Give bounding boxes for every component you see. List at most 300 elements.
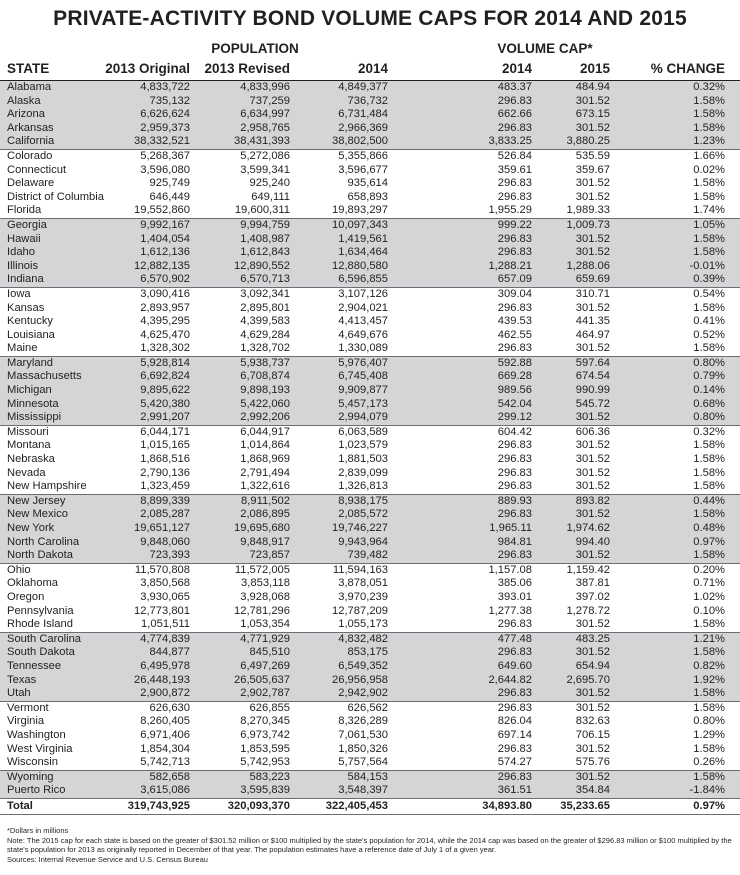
table-row (0, 191, 740, 205)
pop-2013-revised-cell: 1,408,987 (240, 232, 290, 245)
pop-2014-cell: 2,839,099 (338, 466, 388, 479)
row-group (0, 426, 740, 495)
volume-cap-group-header: VOLUME CAP* (497, 41, 593, 56)
cap-2014-cell: 296.83 (497, 121, 532, 134)
pop-2014-cell: 19,746,227 (332, 522, 388, 534)
pop-2014-cell: 7,061,530 (338, 728, 388, 741)
percent-change-cell: 1.66% (693, 149, 725, 162)
state-cell: Minnesota (7, 397, 59, 410)
table-row (0, 95, 740, 109)
cap-2014-cell: 1,965.11 (489, 522, 532, 534)
percent-change-cell: 0.54% (693, 287, 725, 300)
cap-2015-cell: 484.94 (575, 81, 610, 93)
pop-2013-revised-cell: 583,223 (249, 770, 290, 783)
cap-2014-cell: 296.83 (497, 646, 532, 659)
cap-2014-cell: 889.93 (497, 494, 532, 507)
cap-2014-cell: 526.84 (497, 149, 532, 162)
state-cell: Texas (7, 673, 37, 686)
cap-2015-cell: 301.52 (575, 342, 610, 355)
state-cell: West Virginia (7, 742, 73, 755)
percent-change-cell: 1.58% (693, 770, 725, 783)
cap-2015-cell: 301.52 (575, 453, 610, 466)
pop-2013-original-cell: 6,570,902 (140, 273, 190, 286)
cap-2014-cell: 984.81 (497, 535, 532, 548)
cap-2015-cell: 659.69 (575, 273, 610, 286)
pop-2013-revised-cell: 4,629,284 (240, 328, 290, 341)
table-row (0, 495, 740, 509)
percent-change-cell: 0.10% (693, 604, 725, 617)
pop-2014-cell: 1,419,561 (338, 232, 388, 245)
state-cell: Washington (7, 728, 66, 741)
table-row (0, 453, 740, 467)
cap-2014-cell: 296.83 (497, 94, 532, 107)
pop-2014-cell: 739,482 (347, 549, 388, 562)
cap-2015-cell: 606.36 (575, 425, 610, 438)
cap-2014-cell: 462.55 (497, 328, 532, 341)
table-row (0, 426, 740, 440)
state-cell: Nevada (7, 466, 46, 479)
pop-2013-revised-cell: 5,742,953 (240, 756, 290, 769)
page-title: PRIVATE-ACTIVITY BOND VOLUME CAPS FOR 2014 AND 2015 (53, 7, 687, 30)
cap-2014-cell: 296.83 (497, 342, 532, 355)
pop-2014-cell: 853,175 (347, 646, 388, 659)
pop-2013-original-cell: 1,051,511 (141, 618, 190, 631)
percent-change-cell: 1.58% (693, 646, 725, 659)
pop-2013-revised-cell: 1,853,595 (240, 742, 290, 755)
percent-change-cell: 1.58% (693, 342, 725, 355)
state-cell: Pennsylvania (7, 604, 74, 617)
table-row (0, 702, 740, 716)
state-cell: Georgia (7, 218, 47, 231)
cap-2015-cell: 483.25 (575, 632, 610, 645)
column-header-cap-2015: 2015 (579, 61, 610, 76)
pop-2013-revised-cell: 5,272,086 (240, 149, 290, 162)
column-header-state: STATE (7, 61, 50, 76)
pop-2013-revised-cell: 3,092,341 (240, 287, 290, 300)
cap-2015-cell: 301.52 (575, 177, 610, 190)
pop-2013-revised-cell: 5,422,060 (240, 397, 290, 410)
pop-2013-revised-cell: 38,431,393 (234, 135, 290, 148)
state-cell: Montana (7, 439, 51, 452)
pop-2013-original-cell: 5,928,814 (140, 356, 190, 369)
pop-2013-revised-cell: 6,570,713 (240, 273, 290, 286)
table-row (0, 233, 740, 247)
cap-2014-cell: 3,833.25 (488, 135, 532, 148)
cap-2014-cell: 296.83 (497, 232, 532, 245)
percent-change-cell: -1.84% (689, 784, 725, 797)
pop-2014-cell: 626,562 (347, 701, 388, 714)
state-cell: Alaska (7, 94, 41, 107)
cap-2014-cell: 662.66 (497, 108, 532, 121)
pop-2014-cell: 6,731,484 (338, 108, 388, 121)
pop-2013-original-cell: 6,495,978 (140, 659, 190, 672)
methodology-note: Note: The 2015 cap for each state is based on the greater of $301.52 million or $100 multiplied by the state's population for 2014, while the 2014 cap was based on the greater of $296.83 million or $100 multiplied by the state's population for 2013 as originally reported in December of that year. The population estimates have a reference date of July 1 of a given year. (7, 835, 732, 855)
percent-change-cell: 0.71% (693, 577, 725, 590)
state-cell: Maryland (7, 356, 54, 369)
cap-2015-cell: 301.52 (575, 770, 610, 783)
percent-change-cell: 1.29% (693, 728, 725, 741)
pop-2013-original-cell: 19,651,127 (134, 522, 190, 534)
pop-2014-cell: 1,850,326 (338, 742, 388, 755)
total-group (0, 799, 740, 815)
cap-2014-cell: 657.09 (497, 273, 532, 286)
table-row (0, 674, 740, 688)
cap-2015-cell: 301.52 (575, 508, 610, 521)
cap-2015-cell: 706.15 (575, 728, 610, 741)
cap-2015-cell: 3,880.25 (566, 135, 610, 148)
pop-2013-original-cell: 2,085,287 (140, 508, 190, 521)
pop-2013-original-cell: 9,992,167 (140, 218, 190, 231)
table-row (0, 743, 740, 757)
cap-2015-cell: 1,009.73 (566, 218, 610, 231)
percent-change-cell: 0.44% (693, 494, 725, 507)
pop-2014-cell: 4,832,482 (338, 632, 388, 645)
pop-2013-original-cell: 3,850,568 (140, 577, 190, 590)
pop-2014-cell: 935,614 (347, 177, 388, 190)
column-header-population-2014: 2014 (357, 61, 388, 76)
pop-2014-cell: 1,055,173 (338, 618, 388, 631)
state-cell: Louisiana (7, 328, 55, 341)
percent-change-cell: 0.52% (693, 328, 725, 341)
cap-2015-cell: 354.84 (575, 784, 610, 797)
percent-change-cell: 1.58% (693, 508, 725, 521)
table-row (0, 633, 740, 647)
cap-2015-cell: 1,159.42 (566, 563, 610, 576)
cap-2014-cell: 361.51 (497, 784, 532, 797)
pop-2013-revised-cell: 737,259 (249, 94, 290, 107)
pop-2013-original-cell: 4,395,295 (140, 315, 190, 328)
table-row (0, 660, 740, 674)
pop-2013-original-cell: 723,393 (149, 549, 190, 562)
state-cell: Utah (7, 687, 31, 700)
population-group-header: POPULATION (211, 41, 299, 56)
state-cell: Total (7, 799, 33, 812)
pop-2013-revised-cell: 845,510 (249, 646, 290, 659)
row-group (0, 357, 740, 426)
cap-2015-cell: 301.52 (575, 466, 610, 479)
percent-change-cell: 0.82% (693, 659, 725, 672)
pop-2014-cell: 5,976,407 (338, 356, 388, 369)
pop-2014-cell: 12,880,580 (332, 259, 388, 272)
pop-2013-original-cell: 646,449 (149, 190, 190, 203)
cap-2015-cell: 301.52 (575, 701, 610, 714)
pop-2014-cell: 1,330,089 (338, 342, 388, 355)
pop-2013-revised-cell: 4,771,929 (240, 632, 290, 645)
pop-2014-cell: 8,326,289 (338, 715, 388, 728)
table-row (0, 342, 740, 356)
row-group (0, 564, 740, 633)
pop-2014-cell: 38,802,500 (332, 135, 388, 148)
pop-2013-revised-cell: 2,791,494 (240, 466, 290, 479)
state-cell: Puerto Rico (7, 784, 66, 797)
cap-2014-cell: 309.04 (497, 287, 532, 300)
row-group (0, 702, 740, 771)
cap-2014-cell: 296.83 (497, 508, 532, 521)
cap-2014-cell: 296.83 (497, 770, 532, 783)
cap-2015-cell: 301.52 (575, 742, 610, 755)
percent-change-cell: 1.21% (693, 632, 725, 645)
table-row (0, 302, 740, 316)
pop-2013-original-cell: 6,044,171 (140, 425, 190, 438)
pop-2014-cell: 12,787,209 (332, 604, 388, 617)
cap-2015-cell: 832.63 (575, 715, 610, 728)
state-cell: Maine (7, 342, 38, 355)
cap-2014-cell: 296.83 (497, 177, 532, 190)
table-row (0, 536, 740, 550)
percent-change-cell: 0.32% (693, 81, 725, 93)
percent-change-cell: 0.97% (693, 535, 725, 548)
percent-change-cell: 0.80% (693, 715, 725, 728)
pop-2014-cell: 1,326,813 (338, 480, 388, 493)
pop-2013-revised-cell: 4,833,996 (240, 81, 290, 93)
table-row (0, 273, 740, 287)
percent-change-cell: 0.32% (693, 425, 725, 438)
cap-2014-cell: 299.12 (497, 411, 532, 424)
pop-2013-original-cell: 5,268,367 (140, 149, 190, 162)
state-cell: District of Columbia (7, 190, 104, 203)
cap-2014-cell: 483.37 (497, 81, 532, 93)
cap-2015-cell: 387.81 (575, 577, 610, 590)
percent-change-cell: 1.58% (693, 246, 725, 259)
percent-change-cell: 0.48% (693, 522, 725, 534)
cap-2014-cell: 826.04 (497, 715, 532, 728)
cap-2015-cell: 359.67 (575, 163, 610, 176)
pop-2013-original-cell: 4,774,839 (140, 632, 190, 645)
table-row (0, 384, 740, 398)
pop-2013-revised-cell: 1,014,864 (240, 439, 290, 452)
table-row (0, 398, 740, 412)
pop-2013-revised-cell: 6,044,917 (240, 425, 290, 438)
cap-2014-cell: 34,893.80 (482, 799, 532, 812)
table-row (0, 439, 740, 453)
percent-change-cell: 1.58% (693, 301, 725, 314)
pop-2013-original-cell: 1,612,136 (140, 246, 190, 259)
cap-2014-cell: 697.14 (497, 728, 532, 741)
cap-2015-cell: 1,278.72 (566, 604, 610, 617)
percent-change-cell: 0.80% (693, 356, 725, 369)
percent-change-cell: 1.23% (693, 135, 725, 148)
percent-change-cell: 0.02% (693, 163, 725, 176)
pop-2013-original-cell: 12,773,801 (134, 604, 190, 617)
cap-2015-cell: 2,695.70 (566, 673, 610, 686)
pop-2013-revised-cell: 3,599,341 (240, 163, 290, 176)
pop-2014-cell: 1,881,503 (338, 453, 388, 466)
cap-2014-cell: 296.83 (497, 480, 532, 493)
cap-2014-cell: 1,277.38 (488, 604, 532, 617)
pop-2013-original-cell: 8,899,339 (140, 494, 190, 507)
cap-2014-cell: 542.04 (497, 397, 532, 410)
state-cell: Arizona (7, 108, 45, 121)
state-cell: Missouri (7, 425, 49, 438)
state-cell: New Mexico (7, 508, 68, 521)
cap-2015-cell: 597.64 (575, 356, 610, 369)
pop-2013-original-cell: 3,090,416 (140, 287, 190, 300)
table-row (0, 564, 740, 578)
state-cell: Wyoming (7, 770, 54, 783)
pop-2014-cell: 6,745,408 (338, 370, 388, 383)
pop-2014-cell: 9,943,964 (338, 535, 388, 548)
state-cell: Florida (7, 204, 42, 217)
pop-2013-revised-cell: 12,781,296 (234, 604, 290, 617)
pop-2013-original-cell: 9,895,622 (140, 384, 190, 397)
column-header-2013-original: 2013 Original (105, 61, 190, 76)
pop-2014-cell: 2,994,079 (338, 411, 388, 424)
cap-2015-cell: 301.52 (575, 246, 610, 259)
pop-2013-original-cell: 1,854,304 (140, 742, 190, 755)
cap-2015-cell: 1,989.33 (566, 204, 610, 217)
percent-change-cell: 0.39% (693, 273, 725, 286)
table-row (0, 177, 740, 191)
cap-2014-cell: 1,157.08 (488, 563, 532, 576)
table-row (0, 687, 740, 701)
pop-2014-cell: 10,097,343 (332, 218, 388, 231)
pop-2013-original-cell: 26,448,193 (134, 673, 190, 686)
pop-2014-cell: 6,596,855 (338, 273, 388, 286)
percent-change-cell: 1.58% (693, 742, 725, 755)
state-cell: Kentucky (7, 315, 54, 328)
percent-change-cell: -0.01% (689, 259, 725, 272)
column-header-cap-2014: 2014 (501, 61, 532, 76)
cap-2014-cell: 296.83 (497, 701, 532, 714)
row-group (0, 288, 740, 357)
pop-2013-original-cell: 6,626,624 (140, 108, 190, 121)
cap-2015-cell: 545.72 (575, 397, 610, 410)
cap-2015-cell: 301.52 (575, 618, 610, 631)
table-row (0, 522, 740, 536)
table-row (0, 357, 740, 371)
percent-change-cell: 0.97% (693, 799, 725, 812)
cap-2015-cell: 301.52 (575, 301, 610, 314)
pop-2013-revised-cell: 3,595,839 (240, 784, 290, 797)
state-cell: Nebraska (7, 453, 55, 466)
column-header-percent-change: % CHANGE (650, 61, 725, 76)
pop-2014-cell: 584,153 (347, 770, 388, 783)
percent-change-cell: 0.80% (693, 411, 725, 424)
state-cell: Wisconsin (7, 756, 58, 769)
cap-2014-cell: 296.83 (497, 618, 532, 631)
pop-2013-original-cell: 4,625,470 (140, 328, 190, 341)
percent-change-cell: 1.58% (693, 618, 725, 631)
pop-2013-revised-cell: 649,111 (251, 190, 290, 203)
table-row (0, 771, 740, 785)
percent-change-cell: 1.58% (693, 108, 725, 121)
pop-2013-original-cell: 5,420,380 (140, 397, 190, 410)
table-row (0, 164, 740, 178)
cap-2014-cell: 393.01 (497, 590, 532, 603)
percent-change-cell: 0.14% (693, 384, 725, 397)
pop-2013-revised-cell: 3,928,068 (240, 590, 290, 603)
pop-2014-cell: 1,634,464 (338, 246, 388, 259)
state-cell: New Jersey (7, 494, 66, 507)
total-row (0, 799, 740, 814)
pop-2014-cell: 4,849,377 (338, 81, 388, 93)
pop-2013-revised-cell: 6,973,742 (240, 728, 290, 741)
cap-2014-cell: 296.83 (497, 246, 532, 259)
pop-2013-revised-cell: 8,270,345 (240, 715, 290, 728)
percent-change-cell: 0.41% (693, 315, 725, 328)
state-cell: Massachusetts (7, 370, 82, 383)
cap-2014-cell: 296.83 (497, 190, 532, 203)
cap-2014-cell: 999.22 (497, 218, 532, 231)
table-row (0, 411, 740, 425)
pop-2013-revised-cell: 9,898,193 (240, 384, 290, 397)
percent-change-cell: 1.58% (693, 701, 725, 714)
pop-2013-original-cell: 1,323,459 (140, 480, 190, 493)
table-row (0, 370, 740, 384)
table-row (0, 219, 740, 233)
pop-2014-cell: 3,878,051 (338, 577, 388, 590)
cap-2015-cell: 575.76 (575, 756, 610, 769)
state-cell: Idaho (7, 246, 35, 259)
state-cell: Hawaii (7, 232, 41, 245)
pop-2014-cell: 9,909,877 (338, 384, 388, 397)
cap-2015-cell: 397.02 (575, 590, 610, 603)
pop-2013-revised-cell: 2,992,206 (240, 411, 290, 424)
table-row (0, 288, 740, 302)
percent-change-cell: 1.58% (693, 439, 725, 452)
cap-2015-cell: 301.52 (575, 94, 610, 107)
cap-2015-cell: 994.40 (575, 535, 610, 548)
pop-2013-original-cell: 1,404,054 (140, 232, 190, 245)
pop-2013-revised-cell: 1,868,969 (240, 453, 290, 466)
cap-2014-cell: 1,288.21 (488, 259, 532, 272)
state-cell: Ohio (7, 563, 31, 576)
notes (7, 826, 735, 864)
table-row (0, 329, 740, 343)
pop-2013-revised-cell: 723,857 (249, 549, 290, 562)
pop-2014-cell: 6,549,352 (338, 659, 388, 672)
pop-2014-cell: 19,893,297 (332, 204, 388, 217)
cap-2014-cell: 649.60 (497, 659, 532, 672)
cap-2014-cell: 296.83 (497, 742, 532, 755)
cap-2015-cell: 1,974.62 (566, 522, 610, 534)
table-row (0, 646, 740, 660)
pop-2013-revised-cell: 19,600,311 (234, 204, 290, 217)
state-cell: Tennessee (7, 659, 62, 672)
pop-2014-cell: 5,757,564 (338, 756, 388, 769)
state-cell: South Dakota (7, 646, 75, 659)
state-cell: Alabama (7, 81, 52, 93)
pop-2014-cell: 2,942,902 (338, 687, 388, 700)
pop-2013-revised-cell: 1,328,702 (240, 342, 290, 355)
pop-2013-original-cell: 3,596,080 (140, 163, 190, 176)
pop-2014-cell: 4,413,457 (338, 315, 388, 328)
pop-2013-revised-cell: 1,612,843 (240, 246, 290, 259)
pop-2013-original-cell: 3,930,065 (140, 590, 190, 603)
pop-2013-original-cell: 9,848,060 (140, 535, 190, 548)
percent-change-cell: 1.58% (693, 453, 725, 466)
state-cell: Indiana (7, 273, 44, 286)
percent-change-cell: 1.05% (693, 218, 725, 231)
table-row (0, 715, 740, 729)
pop-2014-cell: 2,966,369 (338, 121, 388, 134)
state-cell: South Carolina (7, 632, 82, 645)
state-cell: Virginia (7, 715, 45, 728)
cap-2014-cell: 477.48 (497, 632, 532, 645)
pop-2013-revised-cell: 3,853,118 (241, 577, 290, 590)
sources: Sources: Internal Revenue Service and U.S. Census Bureau (7, 854, 208, 864)
pop-2013-revised-cell: 6,497,269 (240, 659, 290, 672)
percent-change-cell: 0.26% (693, 756, 725, 769)
state-cell: Arkansas (7, 121, 54, 134)
pop-2013-original-cell: 2,991,207 (140, 411, 190, 424)
state-cell: Oregon (7, 590, 45, 603)
pop-2013-revised-cell: 2,086,895 (240, 508, 290, 521)
pop-2013-original-cell: 38,332,521 (134, 135, 190, 148)
cap-2015-cell: 893.82 (575, 494, 610, 507)
cap-2014-cell: 296.83 (497, 466, 532, 479)
table-row (0, 467, 740, 481)
